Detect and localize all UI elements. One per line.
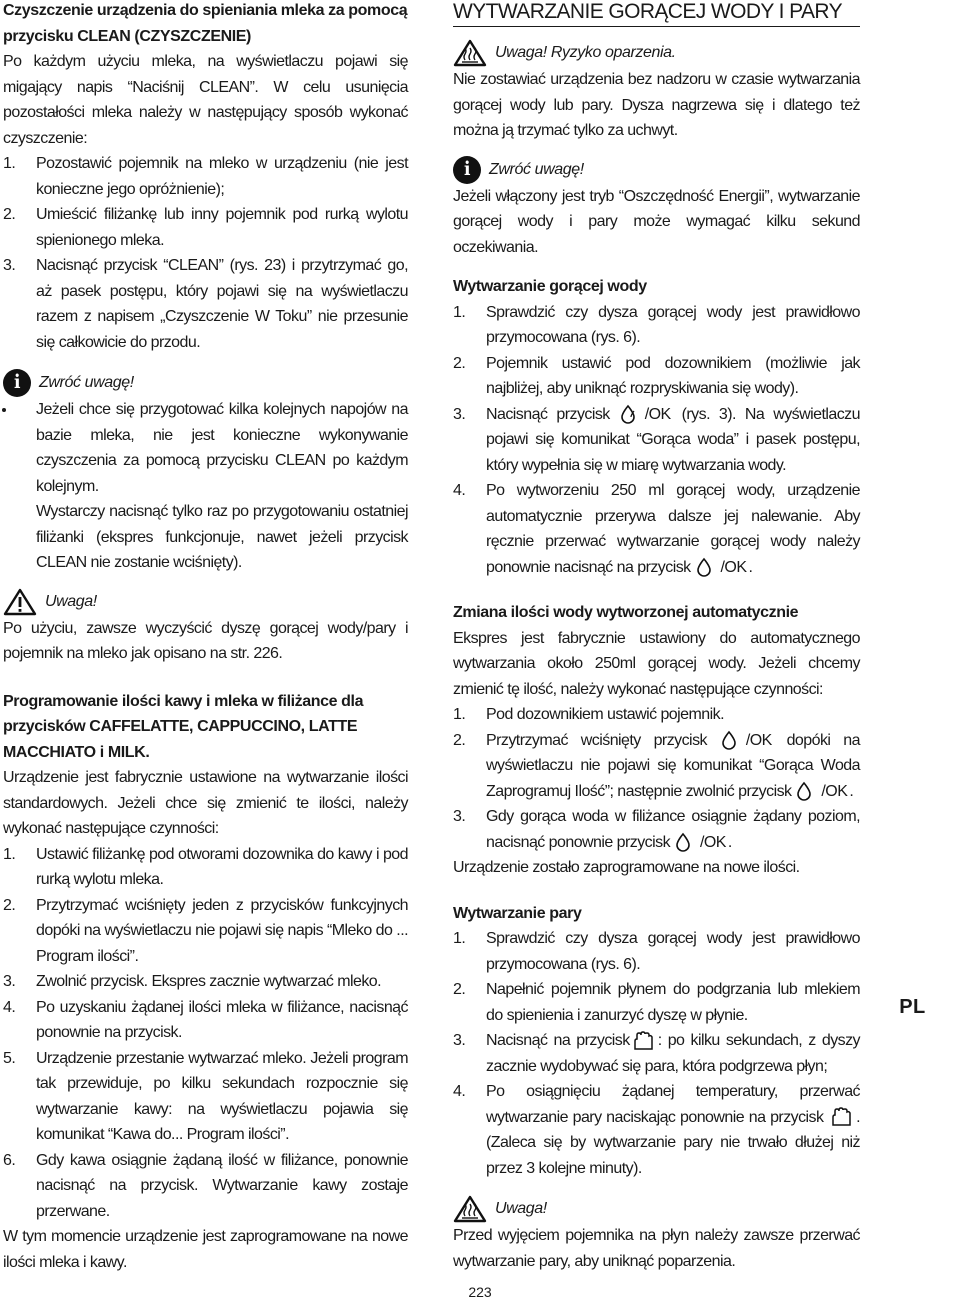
clean-steps — [3, 151, 408, 355]
note-bullet: Jeżeli chce się przygotować kilka kolejnych napojów na bazie mleka, nie jest konieczne wykonywanie czyszczenia za pomocą przycisku CLEAN po każdym kolejnym. — [3, 397, 408, 499]
programming-intro: Urządzenie jest fabrycznie ustawione na wytwarzanie ilości standardowych. Jeżeli chce się zmienić te ilości, należy wykonać następujące czynności: — [3, 769, 408, 837]
list-item: 3. Nacisnąć przycisk /OK (rys. 3). Na wyświetlaczu pojawi się komunikat “Gorąca woda” i pasek postępu, który wypełnia się w miarę wytwarzania wody. — [453, 402, 860, 479]
hot-surface-triangle-icon — [453, 39, 487, 67]
hot-water-ok-button-icon: /OK — [697, 555, 747, 581]
clean-intro: Po każdym użyciu mleka, na wyświetlaczu pojawi się migający napis “Naciśnij CLEAN”. W celu usunięcia pozostałości mleka należy w następujący sposób wykonać czyszczenie: — [3, 53, 408, 147]
section-title: WYTWARZANIE GORĄCEJ WODY I PARY — [453, 0, 860, 27]
warning-text: Po użyciu, zawsze wyczyścić dyszę gorącej wody/pary i pojemnik na mleko jak opisano na str. 226. — [3, 619, 408, 662]
hot-water-ok-button-icon: /OK — [621, 402, 671, 428]
list-item: 5. Urządzenie przestanie wytwarzać mleko. Jeżeli program tak przewiduje, po kilku sekundach rozpocznie się wytwarzanie kawy: na wyświetlaczu pojawia się komunikat “Kawa do... Program ilości”. — [3, 1049, 408, 1143]
list-item: 1. Sprawdzić czy dysza gorącej wody jest prawidłowo przymocowana (rys. 6). — [453, 303, 860, 346]
list-item: 2. Przytrzymać wciśnięty przycisk /OK dopóki na wyświetlaczu nie pojawi się komunikat “Gorąca Woda Zaprogramuj Ilość”; następnie zwolnić przycisk /OK . — [453, 728, 860, 805]
clean-heading: Czyszczenie urządzenia do spieniania mleka za pomocą przycisku CLEAN (CZYSZCZENIE) — [3, 2, 408, 45]
auto-amount-outro: Urządzenie zostało zaprogramowane na nowe ilości. — [453, 859, 800, 877]
list-item: 3. Nacisnąć na przycisk : po kilku sekundach, z dyszy zacznie wydobywać się para, która podgrzewa płyn; — [453, 1032, 861, 1075]
steam-heading: Wytwarzanie pary — [453, 904, 582, 922]
list-item: 3. Zwolnić przycisk. Ekspres zacznie wytwarzać mleko. — [3, 973, 382, 990]
hot-water-ok-button-icon: /OK — [797, 779, 847, 805]
warning-triangle-icon — [3, 588, 37, 616]
list-item: 1. Sprawdzić czy dysza gorącej wody jest prawidłowo przymocowana (rys. 6). — [453, 930, 860, 973]
steam-warning-label: Uwaga! — [495, 1200, 547, 1218]
steam-warning-heading — [453, 1195, 860, 1223]
right-column — [453, 0, 860, 1274]
hot-water-steps — [453, 300, 860, 581]
eco-label: Zwróć uwagę! — [489, 160, 584, 178]
left-column — [3, 0, 408, 1275]
list-item: 2. Napełnić pojemnik płynem do podgrzania lub mlekiem do spienienia i zanurzyć dyszę w płynie. — [453, 981, 860, 1024]
list-item: 2. Umieścić filiżankę lub inny pojemnik pod rurką wylotu spienionego mleka. — [3, 206, 408, 249]
steam-warning-text: Przed wyjęciem pojemnika na płyn należy zawsze przerwać wytwarzanie pary, aby uniknąć poparzenia. — [453, 1227, 860, 1270]
programming-heading: Programowanie ilości kawy i mleka w filiżance dla przycisków CAFFELATTE, CAPPUCCINO, LATTE MACCHIATO i MILK. — [3, 692, 364, 761]
eco-text: Jeżeli włączony jest tryb “Oszczędność Energii”, wytwarzanie gorącej wody i pary może wymagać kilku sekund oczekiwania. — [453, 187, 860, 256]
note-heading — [3, 369, 408, 397]
bullet-icon — [2, 408, 6, 412]
auto-amount-heading: Zmiana ilości wody wytworzonej automatycznie — [453, 604, 799, 622]
steam-hand-icon — [830, 1107, 854, 1127]
hot-water-ok-button-icon: /OK — [676, 830, 726, 856]
steam-steps — [453, 926, 860, 1181]
list-item: 1. Ustawić filiżankę pod otworami dozownika do kawy i pod rurką wylotu mleka. — [3, 845, 408, 888]
steam-hand-icon — [632, 1031, 656, 1051]
eco-note-heading — [453, 156, 860, 184]
hot-water-heading: Wytwarzanie gorącej wody — [453, 278, 647, 295]
list-item: 1. Pozostawić pojemnik na mleko w urządzeniu (nie jest konieczne jego opróżnienie); — [3, 155, 408, 198]
list-item: 6. Gdy kawa osiągnie żądaną ilość w filiżance, ponownie nacisnąć na przycisk. Wytwarzanie kawy zostaje przerwane. — [3, 1151, 408, 1220]
auto-amount-steps — [453, 702, 860, 855]
list-item: 3. Gdy gorąca woda w filiżance osiągnie żądany poziom, nacisnąć ponownie przycisk /OK . — [453, 804, 860, 855]
info-icon: i — [453, 156, 481, 184]
warning-heading — [3, 588, 408, 616]
programming-steps — [3, 842, 408, 1225]
note-label: Zwróć uwagę! — [39, 374, 134, 392]
list-item: 1. Pod dozownikiem ustawić pojemnik. — [453, 706, 724, 724]
list-item: 2. Pojemnik ustawić pod dozownikiem (możliwie jak najbliżej, aby uniknąć rozpryskiwania się wody). — [453, 354, 860, 397]
hot-surface-triangle-icon — [453, 1195, 487, 1223]
list-item: 4. Po uzyskaniu żądanej ilości mleka w filiżance, nacisnąć ponownie na przycisk. — [3, 998, 408, 1041]
hot-water-ok-button-icon: /OK — [722, 728, 772, 754]
warning-label: Uwaga! — [45, 592, 97, 610]
auto-amount-intro: Ekspres jest fabrycznie ustawiony do automatycznego wytwarzania około 250ml gorącej wody. Jeżeli chcemy zmienić tę ilość, należy wykonać następujące czynności: — [453, 629, 860, 698]
burn-warning-heading — [453, 39, 860, 67]
list-item: 4. Po osiągnięciu żądanej temperatury, przerwać wytwarzanie pary naciskając ponownie na przycisk . (Zaleca się by wytwarzanie pary nie trwało dłużej niż przez 3 kolejne minuty). — [453, 1083, 860, 1177]
note-text: Wystarczy nacisnąć tylko raz po przygotowaniu ostatniej filiżanki (ekspres funkcjonuje, nawet jeżeli przycisk CLEAN nie zostanie wciśnięty). — [36, 503, 408, 571]
list-item: 2. Przytrzymać wciśnięty jeden z przycisków funkcyjnych dopóki na wyświetlaczu nie pojawi się napis “Mleko do ... Program ilości”. — [3, 896, 408, 965]
list-item: 3. Nacisnąć przycisk “CLEAN” (rys. 23) i przytrzymać go, aż pasek postępu, który pojawi się na wyświetlaczu razem z napisem „Czyszczenie W Toku” nie przesunie się całkowicie do przodu. — [3, 257, 408, 351]
info-icon: i — [3, 369, 31, 397]
page-number: 223 — [468, 1284, 492, 1300]
language-tag: PL — [899, 996, 926, 1018]
programming-outro: W tym momencie urządzenie jest zaprogramowane na nowe ilości mleka i kawy. — [3, 1228, 408, 1271]
burn-text: Nie zostawiać urządzenia bez nadzoru w czasie wytwarzania gorącej wody lub pary. Dysza nagrzewa się i dlatego też można ją trzymać tylko za uchwyt. — [453, 71, 860, 139]
burn-label: Uwaga! Ryzyko oparzenia. — [495, 44, 676, 62]
list-item: 4. Po wytworzeniu 250 ml gorącej wody, urządzenie automatycznie przerywa dalsze jej nalewanie. Aby ręcznie przerwać wytwarzanie gorącej wody należy ponownie nacisnąć na przycisk /OK . — [453, 478, 860, 580]
